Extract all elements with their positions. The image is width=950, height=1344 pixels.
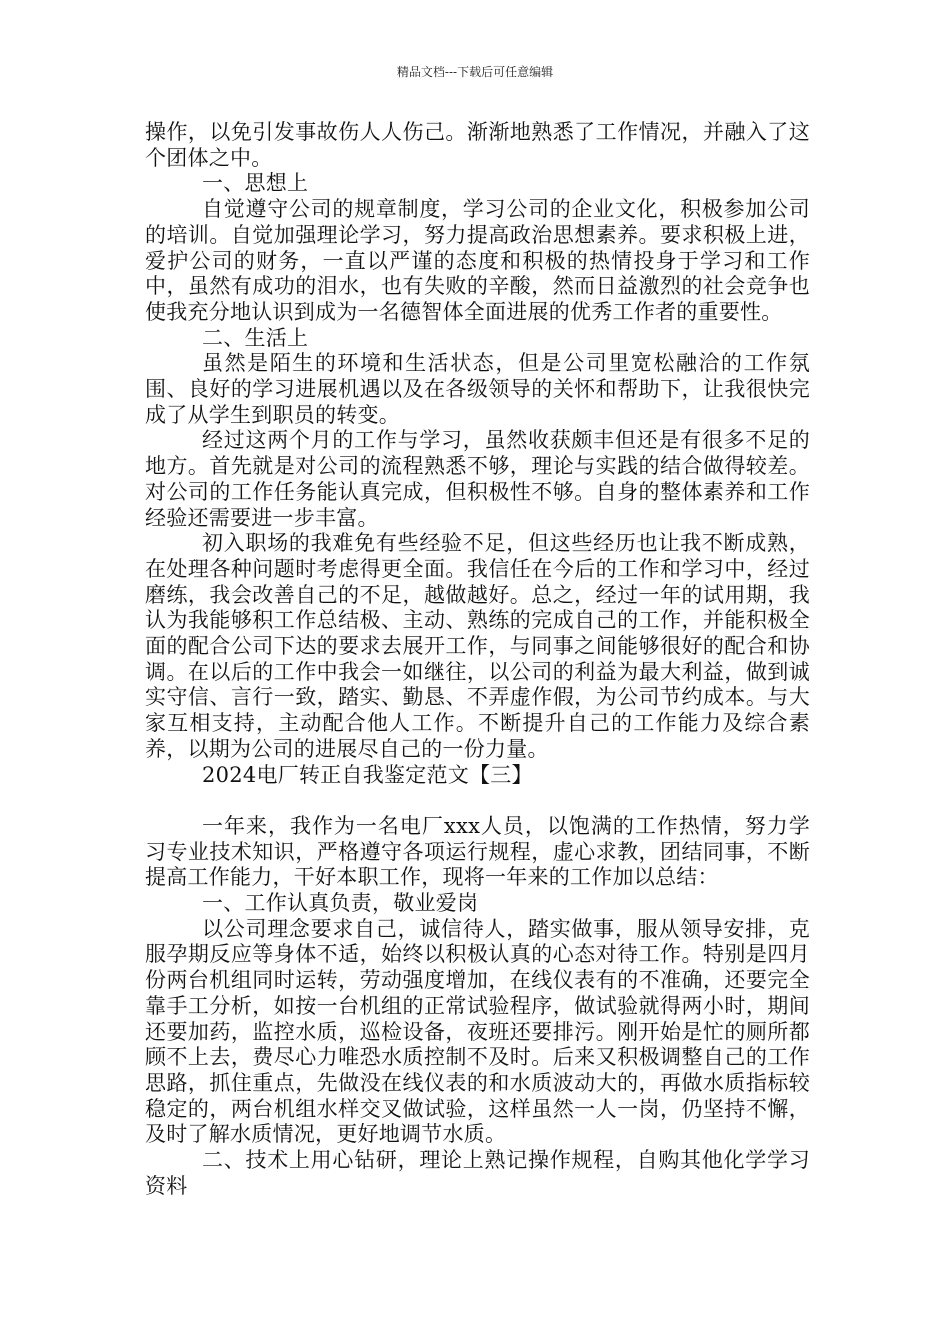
paragraph: 虽然是陌生的环境和生活状态，但是公司里宽松融洽的工作氛围、良好的学习进展机遇以及在各级领导的关怀和帮助下，让我很快完成了从学生到职员的转变。 [145,351,810,427]
section-heading: 一、思想上 [202,171,309,196]
paragraph: 自觉遵守公司的规章制度，学习公司的企业文化，积极参加公司的培训。自觉加强理论学习，努力提高政治思想素养。要求积极上进，爱护公司的财务，一直以严谨的态度和积极的热情投身于学习和工作中，虽然有成功的泪水，也有失败的辛酸，然而日益激烈的社会竞争也使我充分地认识到成为一名德智体全面进展的优秀工作者的重要性。 [145,197,810,324]
paragraph: 操作，以免引发事故伤人人伤己。渐渐地熟悉了工作情况，并融入了这个团体之中。 [145,120,810,170]
paragraph: 初入职场的我难免有些经验不足，但这些经历也让我不断成熟，在处理各种问题时考虑得更全面。我信任在今后的工作和学习中，经过磨练，我会改善自己的不足，越做越好。总之，经过一年的试用期，我认为我能够积工作总结极、主动、熟练的完成自己的工作，并能积极全面的配合公司下达的要求去展开工作，与同事之间能够很好的配合和协调。在以后的工作中我会一如继往，以公司的利益为最大利益，做到诚实守信、言行一致，踏实、勤恳、不弄虚作假，为公司节约成本。与大家互相支持，主动配合他人工作。不断提升自己的工作能力及综合素养，以期为公司的进展尽自己的一份力量。 [145,531,810,761]
paragraph: 二、技术上用心钻研，理论上熟记操作规程，自购其他化学学习资料 [145,1148,810,1198]
section-title: 2024电厂转正自我鉴定范文【三】 [202,762,533,787]
section-heading: 一、工作认真负责，敬业爱岗 [202,891,479,916]
paragraph: 以公司理念要求自己，诚信待人，踏实做事，服从领导安排，克服孕期反应等身体不适，始终以积极认真的心态对待工作。特别是四月份两台机组同时运转，劳动强度增加，在线仪表有的不准确，还要完全靠手工分析，如按一台机组的正常试验程序，做试验就得两小时，期间还要加药，监控水质，巡检设备，夜班还要排污。刚开始是忙的厕所都顾不上去，费尽心力唯恐水质控制不及时。后来又积极调整自己的工作思路，抓住重点，先做没在线仪表的和水质波动大的，再做水质指标较稳定的，两台机组水样交叉做试验，这样虽然一人一岗，仍坚持不懈，及时了解水质情况，更好地调节水质。 [145,916,810,1147]
paragraph: 一年来，我作为一名电厂xxx人员，以饱满的工作热情，努力学习专业技术知识，严格遵守各项运行规程，虚心求教，团结同事，不断提高工作能力，干好本职工作，现将一年来的工作加以总结： [145,813,810,890]
paragraph: 经过这两个月的工作与学习，虽然收获颇丰但还是有很多不足的地方。首先就是对公司的流程熟悉不够，理论与实践的结合做得较差。对公司的工作任务能认真完成，但积极性不够。自身的整体素养和工作经验还需要进一步丰富。 [145,428,810,530]
blank-line [145,788,810,814]
document-body [145,120,810,1200]
page-header: 精品文档---下载后可任意编辑 [396,65,554,79]
section-heading: 二、生活上 [202,325,309,350]
